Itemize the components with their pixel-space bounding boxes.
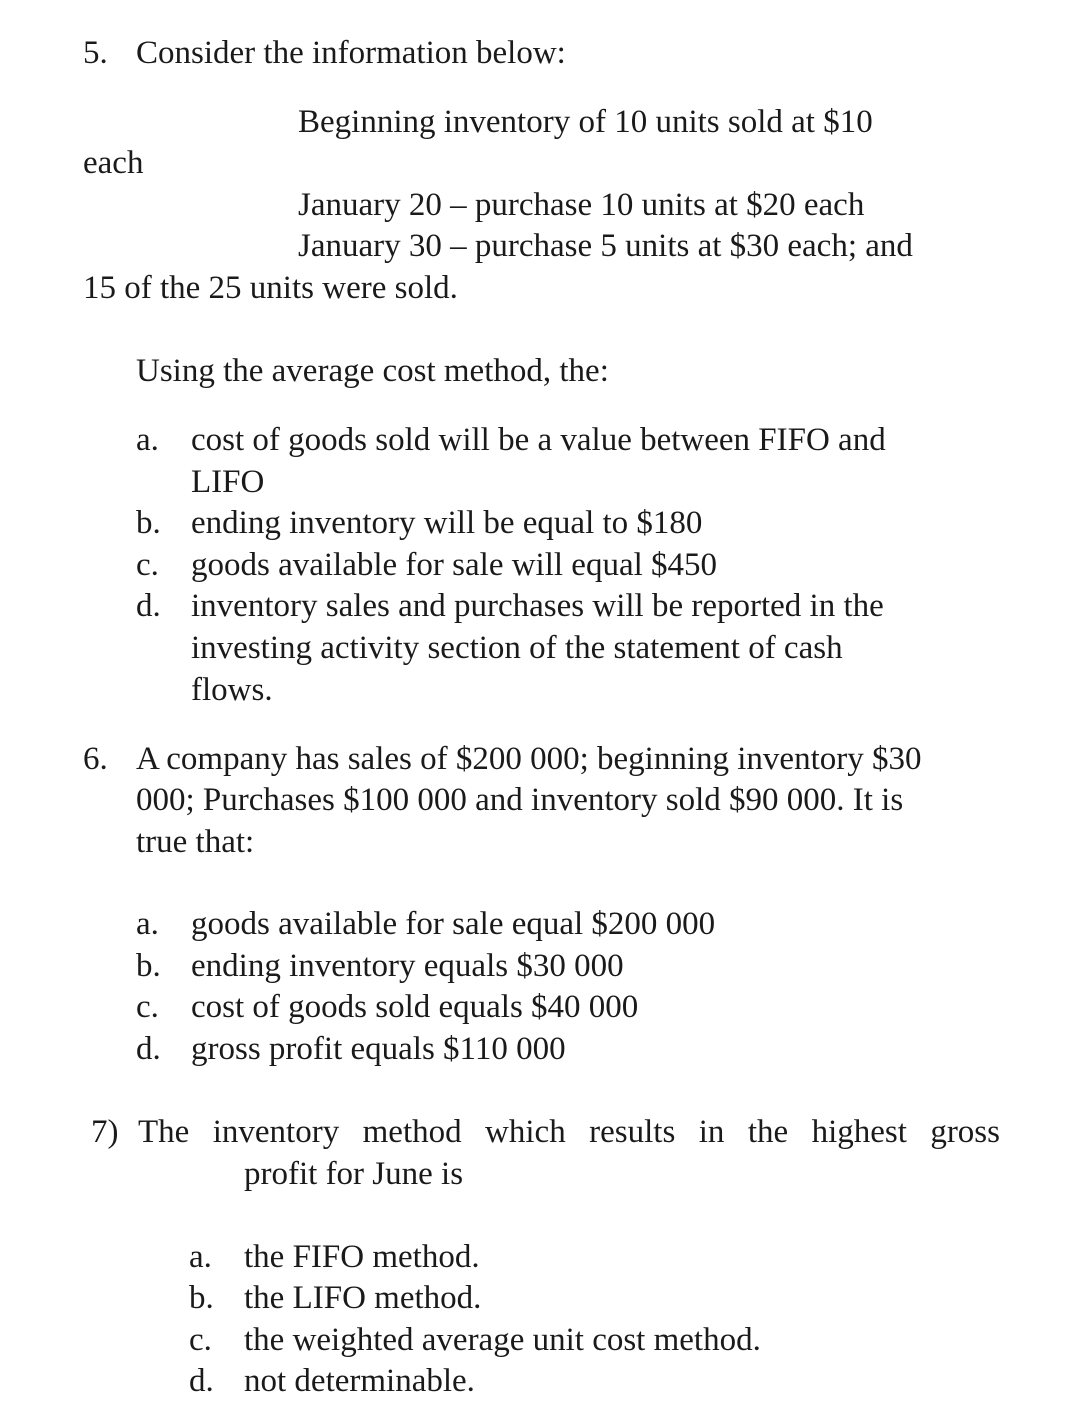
option-text: not determinable. [244,1363,475,1399]
option-text: cost of goods sold equals $40 000 [191,989,639,1025]
question-stem-line: profit for June is [244,1156,464,1192]
option-text: the weighted average unit cost method. [244,1322,761,1358]
question-stem-line: A company has sales of $200 000; beginning inventory $30 [136,741,922,777]
option-letter: a. [136,906,159,942]
question-number: 7) [91,1114,119,1150]
stem-word: which [485,1114,566,1150]
question-stem-line: 000; Purchases $100 000 and inventory sold $90 000. It is [136,782,904,818]
question-number: 5. [83,35,108,71]
option-text: cost of goods sold will be a value between FIFO and [191,422,886,458]
option-text: the LIFO method. [244,1280,482,1316]
question-prompt: Using the average cost method, the: [136,353,609,389]
option-letter: d. [136,588,161,624]
option-text: gross profit equals $110 000 [191,1031,566,1067]
stem-word: The [138,1114,190,1150]
info-line: Beginning inventory of 10 units sold at $10 [298,104,873,140]
stem-word: inventory [212,1114,340,1150]
info-line: January 20 – purchase 10 units at $20 each [298,187,865,223]
question-stem: Consider the information below: [136,35,566,71]
option-letter: c. [189,1322,212,1358]
option-letter: c. [136,547,159,583]
stem-word: the [747,1114,789,1150]
question-stem-line [138,1112,1000,1153]
option-text: LIFO [191,464,265,500]
option-text: inventory sales and purchases will be reported in the [191,588,884,624]
option-letter: d. [189,1363,214,1399]
option-letter: c. [136,989,159,1025]
info-line-wrap: 15 of the 25 units were sold. [83,270,458,306]
option-letter: d. [136,1031,161,1067]
option-letter: a. [136,422,159,458]
option-letter: a. [189,1239,212,1275]
stem-word: in [698,1114,725,1150]
option-text: goods available for sale equal $200 000 [191,906,716,942]
info-line-wrap: each [83,145,144,181]
option-letter: b. [136,505,161,541]
stem-word: results [589,1114,676,1150]
option-text: goods available for sale will equal $450 [191,547,718,583]
stem-word: method [362,1114,462,1150]
question-stem-line: true that: [136,824,255,860]
option-text: flows. [191,672,273,708]
stem-word: gross [930,1114,1000,1150]
option-text: the FIFO method. [244,1239,480,1275]
option-text: ending inventory equals $30 000 [191,948,624,984]
option-letter: b. [136,948,161,984]
question-number: 6. [83,741,108,777]
info-line: January 30 – purchase 5 units at $30 each; and [298,228,913,264]
stem-word: highest [811,1114,907,1150]
option-text: ending inventory will be equal to $180 [191,505,703,541]
option-letter: b. [189,1280,214,1316]
option-text: investing activity section of the statement of cash [191,630,843,666]
